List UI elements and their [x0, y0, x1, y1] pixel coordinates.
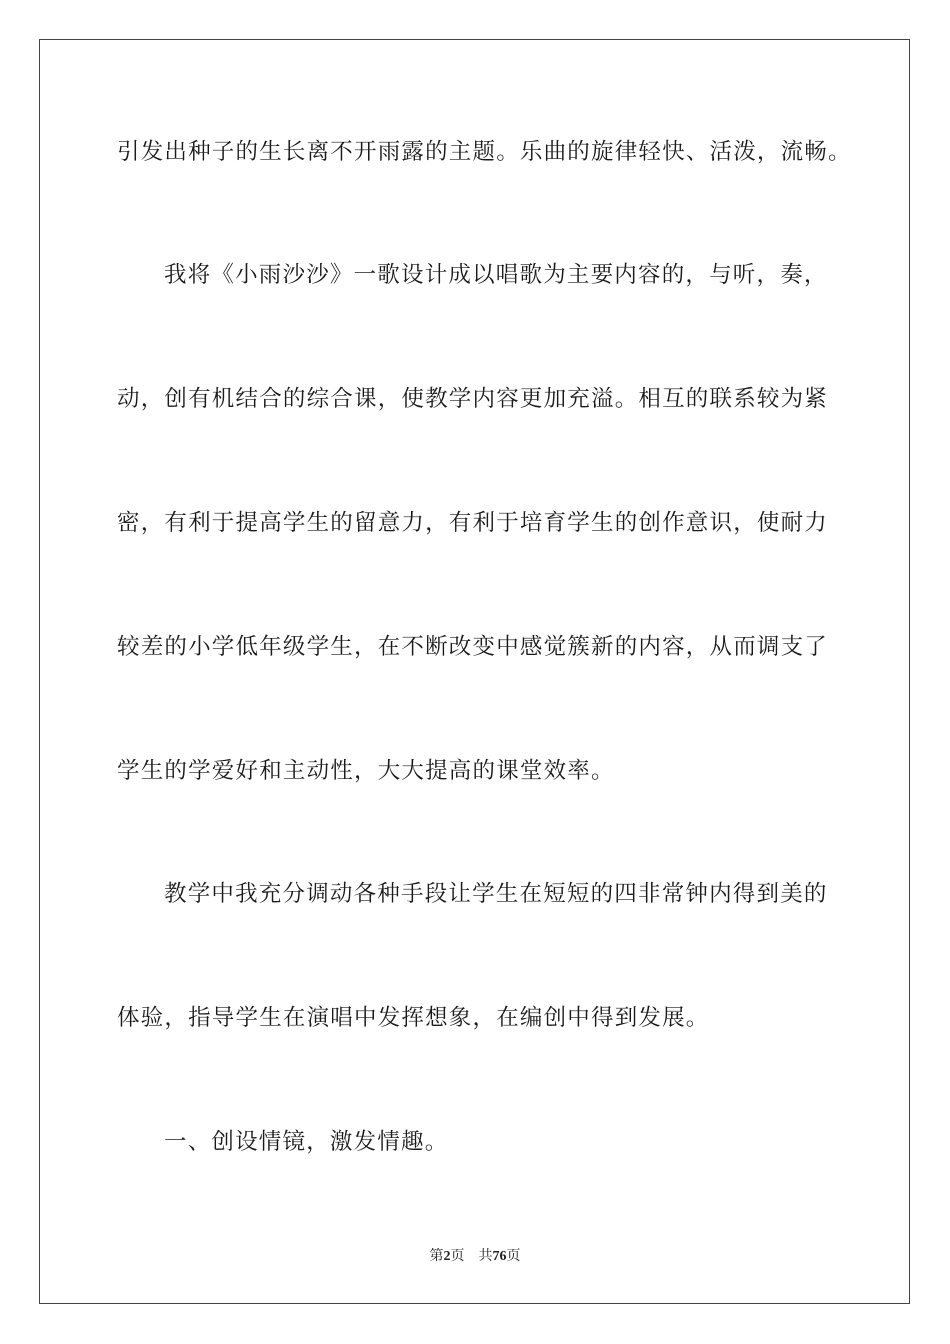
section-heading: 一、创设情镜，激发情趣。: [164, 1129, 449, 1155]
total-suffix: 页: [506, 1249, 521, 1264]
paragraph-line-8: 体验，指导学生在演唱中发挥想象，在编创中得到发展。: [117, 1005, 710, 1031]
total-pages: 76: [492, 1249, 507, 1264]
paragraph-line-1: 引发出种子的生长离不开雨露的主题。乐曲的旋律轻快、活泼，流畅。: [117, 139, 852, 165]
page-prefix: 第: [429, 1249, 444, 1264]
page-number: 2: [443, 1249, 451, 1264]
total-prefix: 共: [478, 1249, 493, 1264]
page-border: [39, 39, 910, 1304]
paragraph-line-7: 教学中我充分调动各种手段让学生在短短的四非常钟内得到美的: [164, 881, 828, 907]
paragraph-line-2: 我将《小雨沙沙》一歌设计成以唱歌为主要内容的，与听，奏，: [164, 262, 828, 288]
paragraph-line-5: 较差的小学低年级学生，在不断改变中感觉簇新的内容，从而调支了: [117, 634, 829, 660]
paragraph-line-6: 学生的学爱好和主动性，大大提高的课堂效率。: [117, 758, 615, 784]
paragraph-line-3: 动，创有机结合的综合课，使教学内容更加充溢。相互的联系较为紧: [117, 386, 829, 412]
paragraph-line-4: 密，有利于提高学生的留意力，有利于培育学生的创作意识，使耐力: [117, 510, 829, 536]
page-footer: [0, 1248, 950, 1266]
page-suffix: 页: [450, 1249, 465, 1264]
